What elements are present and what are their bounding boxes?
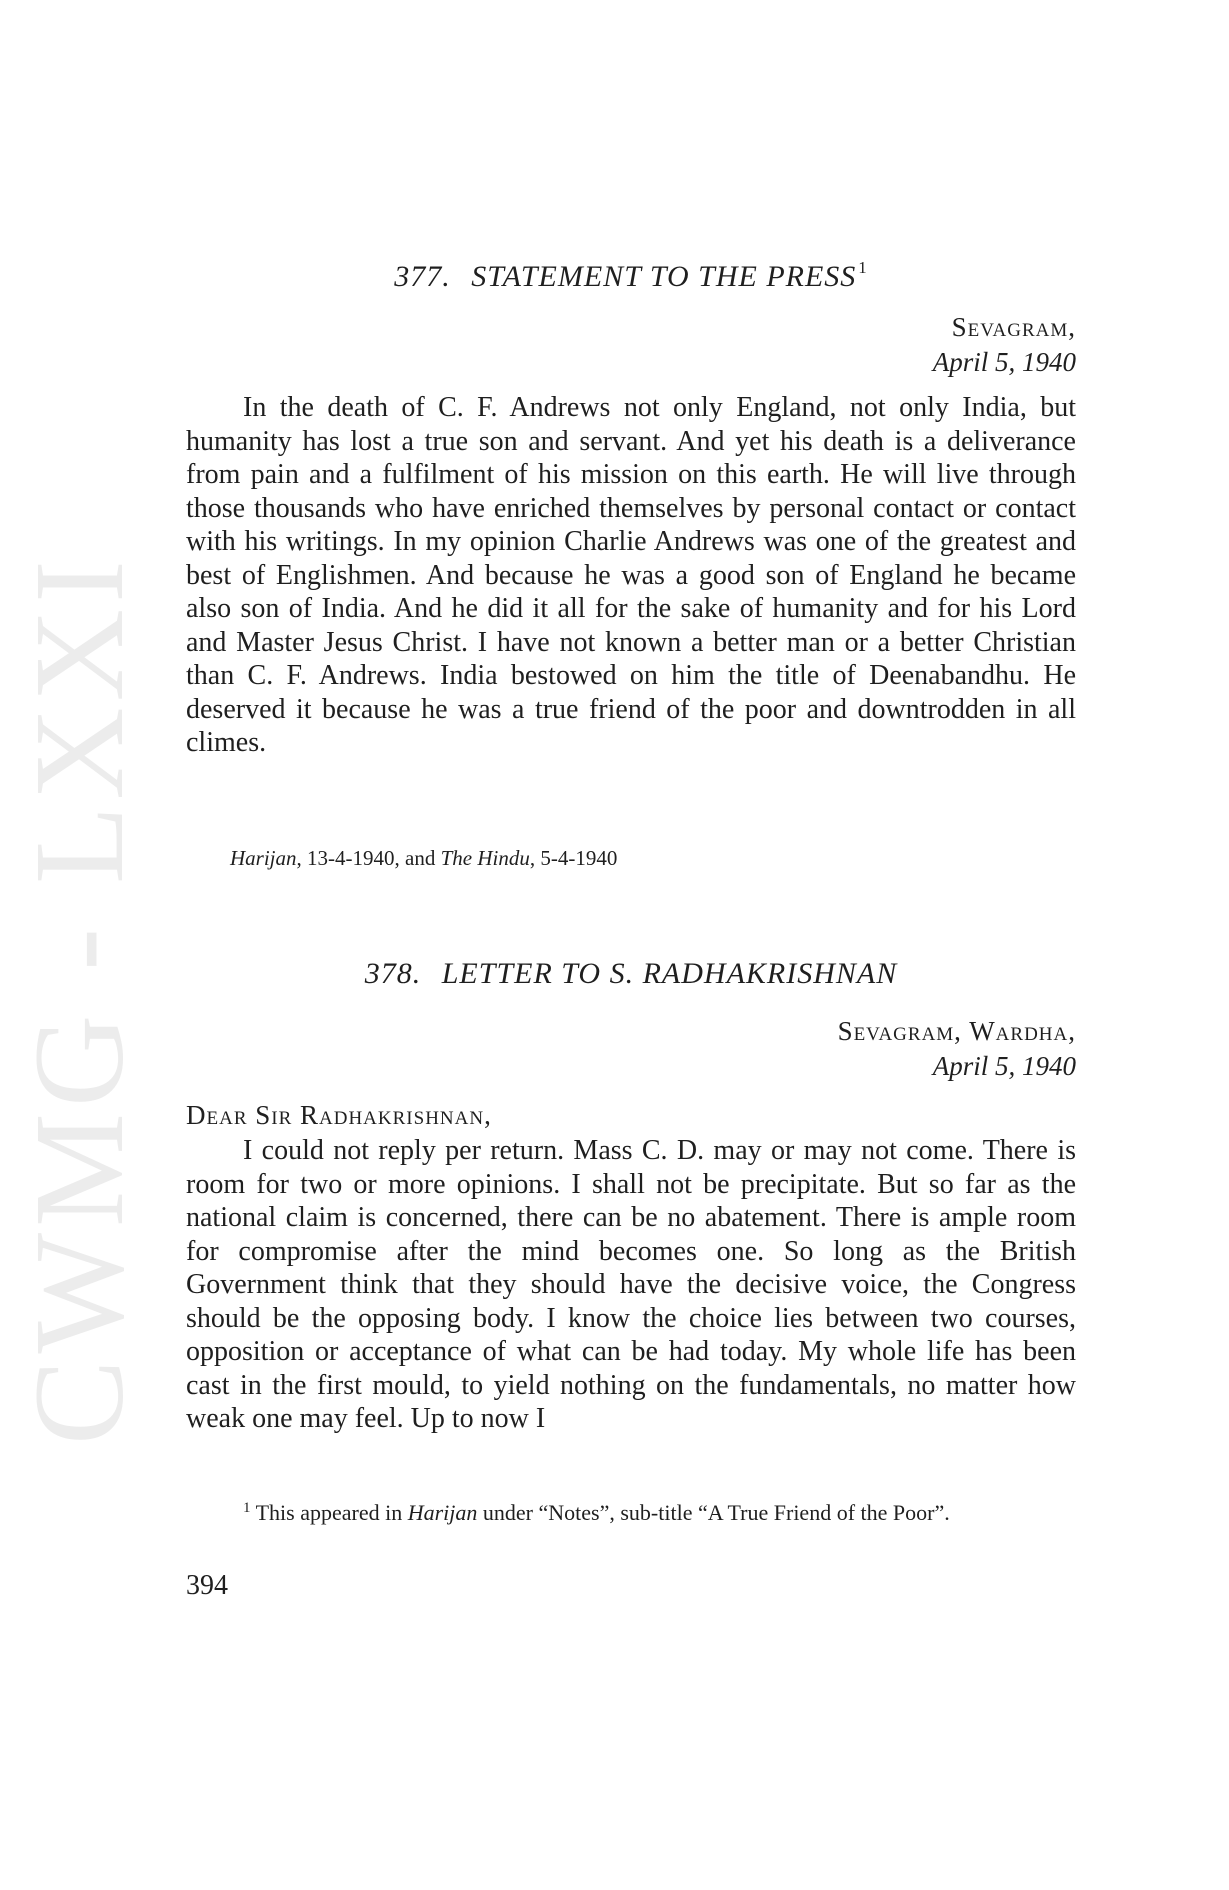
footnote-publication: Harijan: [407, 1500, 478, 1525]
section-377-date: April 5, 1940: [932, 347, 1076, 377]
section-377-source: [230, 844, 617, 872]
source-date-1: , 13-4-1940, and: [296, 846, 441, 870]
section-378-title: LETTER TO S. RADHAKRISHNAN: [441, 957, 898, 990]
watermark: CWMG - LXXI: [8, 554, 150, 1445]
section-377-place: Sevagram,: [951, 312, 1076, 342]
section-377-body: In the death of C. F. Andrews not only England, not only India, but humanity has lost a true son and servant. And yet his death is a deliverance from pain and a fulfilment of his mission on this earth. He will live through those thousands who have enriched themselves by personal contact or contact with his writings. In my opinion Charlie Andrews was one of the greatest and best of Englishmen. And because he was a good son of England he became also son of India. And he did it all for the sake of humanity and for his Lord and Master Jesus Christ. I have not known a better man or a better Christian than C. F. Andrews. India bestowed on him the title of Deenabandhu. He deserved it because he was a true friend of the poor and downtrodden in all climes.: [186, 392, 1076, 758]
source-publication-2: The Hindu: [440, 846, 530, 870]
source-publication-1: Harijan: [230, 846, 297, 870]
footnote-mark: 1: [858, 258, 868, 277]
footnote-text-after: under “Notes”, sub-title “A True Friend of the Poor”.: [477, 1500, 950, 1525]
section-377-heading: [186, 250, 1076, 295]
footnote-number: 1: [243, 1500, 251, 1516]
section-378-place: Sevagram, Wardha,: [837, 1016, 1076, 1046]
footnote-text-before: This appeared in: [250, 1500, 408, 1525]
section-377-title: STATEMENT TO THE PRESS: [471, 260, 857, 293]
salutation: Dear Sir Radhakrishnan,: [186, 1100, 492, 1130]
page-number: 394: [186, 1570, 228, 1601]
footnote: [186, 1491, 1076, 1530]
section-378-number: 378.: [364, 957, 422, 990]
section-377-number: 377.: [394, 260, 451, 293]
section-378-date: April 5, 1940: [932, 1051, 1076, 1081]
source-date-2: , 5-4-1940: [529, 846, 618, 870]
section-378-heading: [186, 956, 1076, 992]
section-378-body: I could not reply per return. Mass C. D. may or may not come. There is room for two or more opinions. I shall not be precipitate. But so far as the national claim is concerned, there can be no abatement. There is ample room for compromise after the mind becomes one. So long as the British Government think that they should have the decisive voice, the Congress should be the opposing body. I know the choice lies between two courses, opposition or acceptance of what can be had today. My whole life has been cast in the first mould, to yield nothing on the fundamentals, no matter how weak one may feel. Up to now I: [186, 1135, 1076, 1434]
